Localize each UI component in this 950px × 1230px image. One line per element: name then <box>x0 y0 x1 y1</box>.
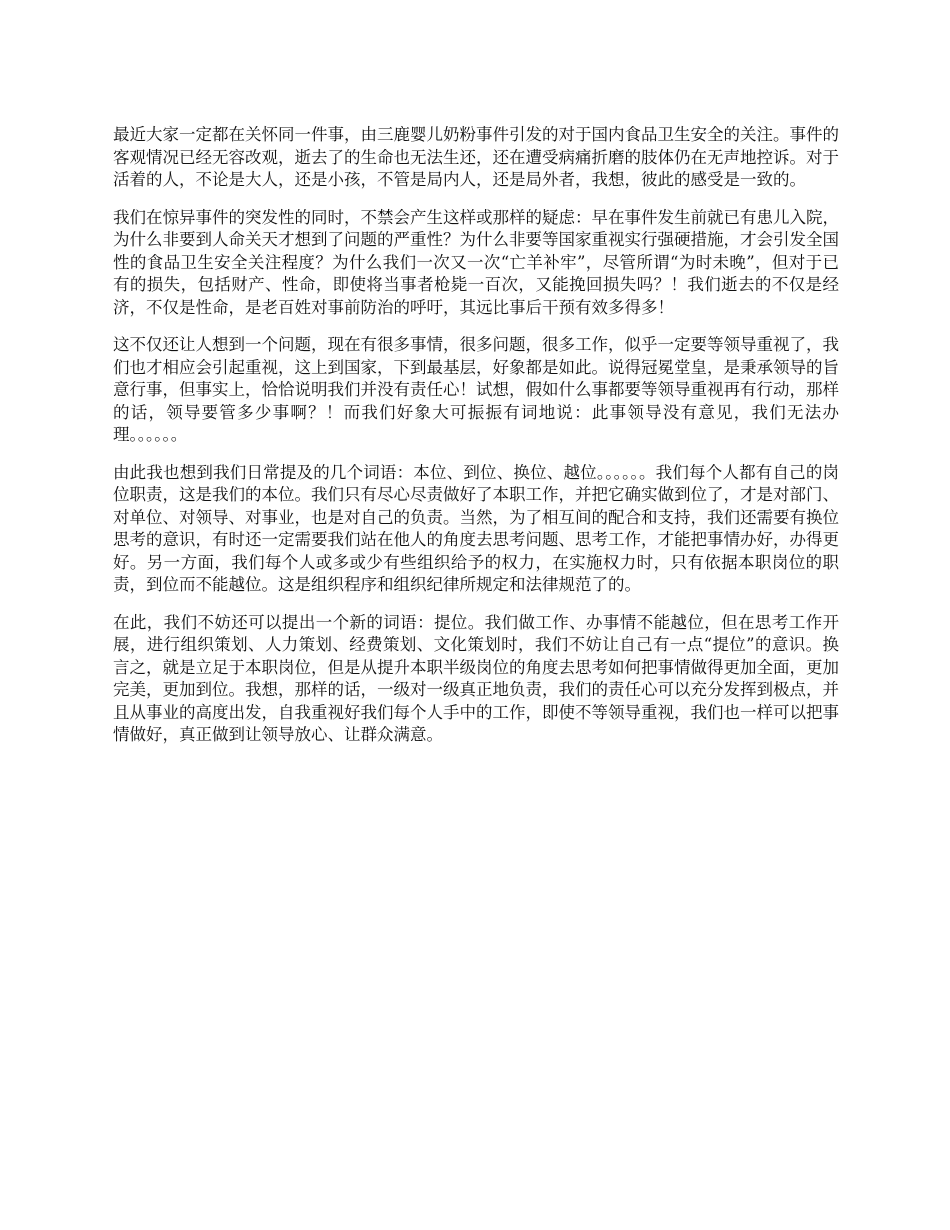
paragraph-5: 在此，我们不妨还可以提出一个新的词语：提位。我们做工作、办事情不能越位，但在思考工作开展，进行组织策划、人力策划、经费策划、文化策划时，我们不妨让自己有一点“提位”的意识。换言之，就是立足于本职岗位，但是从提升本职半级岗位的角度去思考如何把事情做得更加全面，更加完美，更加到位。我想，那样的话，一级对一级真正地负责，我们的责任心可以充分发挥到极点，并且从事业的高度出发，自我重视好我们每个人手中的工作，即使不等领导重视，我们也一样可以把事情做好，真正做到让领导放心、让群众满意。 <box>113 612 839 744</box>
paragraph-3: 这不仅还让人想到一个问题，现在有很多事情，很多问题，很多工作，似乎一定要等领导重视了，我们也才相应会引起重视，这上到国家，下到最基层，好象都是如此。说得冠冕堂皇，是秉承领导的旨意行事，但事实上，恰恰说明我们并没有责任心！试想，假如什么事都要等领导重视再有行动，那样的话，领导要管多少事啊？！而我们好象大可振振有词地说：此事领导没有意见，我们无法办理。。。。。。 <box>113 335 839 444</box>
paragraph-4: 由此我也想到我们日常提及的几个词语：本位、到位、换位、越位。。。。。。我们每个人都有自己的岗位职责，这是我们的本位。我们只有尽心尽责做好了本职工作，并把它确实做到位了，才是对部门、对单位、对领导、对事业，也是对自己的负责。当然，为了相互间的配合和支持，我们还需要有换位思考的意识，有时还一定需要我们站在他人的角度去思考问题、思考工作，才能把事情办好，办得更好。另一方面，我们每个人或多或少有些组织给予的权力，在实施权力时，只有依据本职岗位的职责，到位而不能越位。这是组织程序和组织纪律所规定和法律规范了的。 <box>113 462 839 594</box>
paragraph-1: 最近大家一定都在关怀同一件事，由三鹿婴儿奶粉事件引发的对于国内食品卫生安全的关注。事件的客观情况已经无容改观，逝去了的生命也无法生还，还在遭受病痛折磨的肢体仍在无声地控诉。对于活着的人，不论是大人，还是小孩，不管是局内人，还是局外者，我想，彼此的感受是一致的。 <box>113 125 839 189</box>
paragraph-2: 我们在惊异事件的突发性的同时，不禁会产生这样或那样的疑虑：早在事件发生前就已有患儿入院，为什么非要到人命关天才想到了问题的严重性？为什么非要等国家重视实行强硬措施，才会引发全国性的食品卫生安全关注程度？为什么我们一次又一次“亡羊补牢”，尽管所谓“为时未晚”，但对于已有的损失，包括财产、性命，即使将当事者枪毙一百次，又能挽回损失吗？！我们逝去的不仅是经济，不仅是性命，是老百姓对事前防治的呼吁，其远比事后干预有效多得多！ <box>113 207 839 317</box>
document-body <box>113 124 839 762</box>
